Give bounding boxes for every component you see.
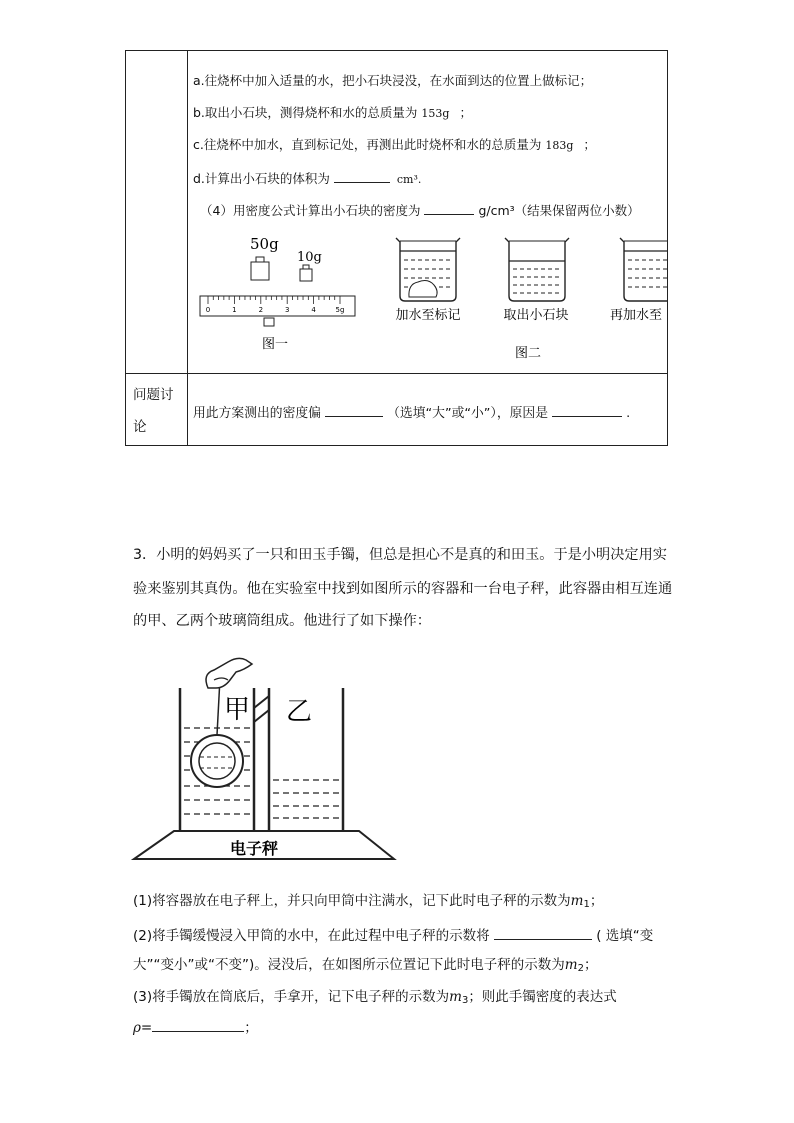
step-c-value: 183g — [545, 139, 574, 152]
scale-number: 2 — [258, 306, 264, 314]
figure-2-caption: 图二 — [514, 346, 542, 361]
weight-50-label: 50g — [250, 235, 279, 253]
step-c-text: c.往烧杯中加水，直到标记处，再测出此时烧杯和水的总质量为 — [193, 137, 542, 152]
step-4-text: （4）用密度公式计算出小石块的密度为 — [200, 203, 421, 218]
weight-50-knob — [256, 257, 264, 262]
step-4 — [200, 201, 640, 219]
beaker-stone-removed — [505, 238, 569, 301]
discussion-label-line1: 问题讨 — [133, 387, 174, 403]
scale-label: 电子秤 — [230, 839, 279, 858]
discussion-text-end: . — [626, 406, 631, 421]
m1-var: m — [570, 893, 584, 909]
figure-2-beakers — [376, 229, 668, 369]
label-jia: 甲 — [224, 695, 251, 725]
q3-step1-text: (1)将容器放在电子秤上，并只向甲筒中注满水，记下此时电子秤的示数为 — [133, 893, 571, 909]
scale-number: 4 — [311, 306, 316, 314]
m2-sub: 2 — [577, 963, 584, 974]
q3-step3-text: (3)将手镯放在筒底后，手拿开，记下电子秤的示数为 — [133, 989, 450, 1005]
scale-number: 1 — [232, 306, 237, 314]
weight-10-icon — [300, 269, 312, 281]
step-d-text: d.计算出小石块的体积为 — [193, 171, 330, 186]
q3-step2-line2-end: ； — [583, 957, 598, 973]
step-c-end: ； — [583, 137, 596, 152]
step-b — [193, 105, 472, 122]
scale-change-answer-blank[interactable] — [494, 926, 592, 940]
figure-1-caption: 图一 — [261, 337, 289, 352]
q3-intro-line1: 3．小明的妈妈买了一只和田玉手镯，但总是担心不是真的和田玉。于是小明决定用实 — [133, 547, 667, 563]
step-d-unit: cm³. — [396, 173, 422, 186]
discussion-text-mid: （选填“大”或“小”），原因是 — [387, 406, 549, 421]
step-4-unit: g/cm³（结果保留两位小数） — [478, 203, 640, 218]
m1-sub: 1 — [583, 899, 590, 910]
experiment-table — [125, 50, 668, 446]
step-b-value: 153g — [421, 107, 450, 120]
scale-number: 3 — [284, 306, 290, 314]
q3-step2-line2-text: 大”“变小”或“不变”)。浸没后，在如图所示位置记下此时电子秤的示数为 — [133, 957, 565, 973]
discussion-text — [193, 403, 630, 422]
rho-end: ； — [244, 1020, 258, 1036]
q3-step3 — [133, 988, 617, 1010]
q3-intro-line3: 的甲、乙两个玻璃筒组成。他进行了如下操作： — [133, 613, 431, 629]
q3-intro-line2: 验来鉴别其真伪。他在实验室中找到如图所示的容器和一台电子秤，此容器由相互连通 — [133, 581, 673, 597]
label-yi: 乙 — [286, 697, 313, 727]
q3-step3-end: ；则此手镯密度的表达式 — [468, 989, 617, 1005]
q3-rho-expression — [133, 1018, 258, 1037]
balance-beam-icon — [200, 296, 355, 316]
beaker-1-label: 加水至标记 — [395, 308, 461, 323]
beaker-refilled — [620, 238, 668, 301]
density-answer-blank[interactable] — [424, 201, 474, 215]
water-in-yi — [273, 780, 339, 818]
beaker-2-label: 取出小石块 — [503, 308, 569, 323]
hand-icon — [206, 658, 252, 688]
figure-connected-containers — [130, 648, 405, 863]
weight-50-icon — [251, 262, 269, 280]
step-b-end: ； — [459, 105, 472, 120]
step-c — [193, 137, 596, 154]
table-column-divider — [187, 51, 188, 445]
table-row-divider — [126, 373, 667, 374]
q3-step2-hint: ( 选填“变 — [596, 928, 654, 944]
weight-10-label: 10g — [297, 250, 322, 265]
q3-step1 — [133, 892, 603, 914]
stone-icon — [409, 281, 437, 297]
beaker-with-stone — [396, 238, 460, 301]
discussion-label-line2: 论 — [133, 419, 147, 435]
q3-step1-end: ； — [589, 893, 604, 909]
reason-answer-blank[interactable] — [552, 403, 622, 417]
m3-sub: 3 — [461, 995, 469, 1006]
m2-var: m — [564, 957, 578, 973]
weight-10-knob — [303, 265, 309, 269]
step-a: a.往烧杯中加入适量的水，把小石块浸没，在水面到达的位置上做标记； — [193, 73, 593, 88]
discussion-text-pre: 用此方案测出的密度偏 — [193, 406, 321, 421]
rho-label: ρ= — [133, 1020, 153, 1036]
m3-var: m — [449, 989, 462, 1005]
scale-number: 5g — [335, 306, 345, 314]
q3-step2 — [133, 926, 653, 945]
figure-1-balance — [194, 229, 364, 359]
step-d — [193, 169, 421, 188]
volume-answer-blank[interactable] — [334, 169, 390, 183]
bias-answer-blank[interactable] — [325, 403, 383, 417]
beaker-3-label: 再加水至 — [610, 308, 663, 323]
scale-number: 0 — [205, 306, 211, 314]
q3-step2-line2 — [133, 956, 597, 978]
rho-answer-blank[interactable] — [152, 1018, 244, 1032]
rider-icon — [264, 318, 274, 326]
q3-step2-text: (2)将手镯缓慢浸入甲筒的水中，在此过程中电子秤的示数将 — [133, 928, 490, 944]
step-b-text: b.取出小石块，测得烧杯和水的总质量为 — [193, 105, 418, 120]
